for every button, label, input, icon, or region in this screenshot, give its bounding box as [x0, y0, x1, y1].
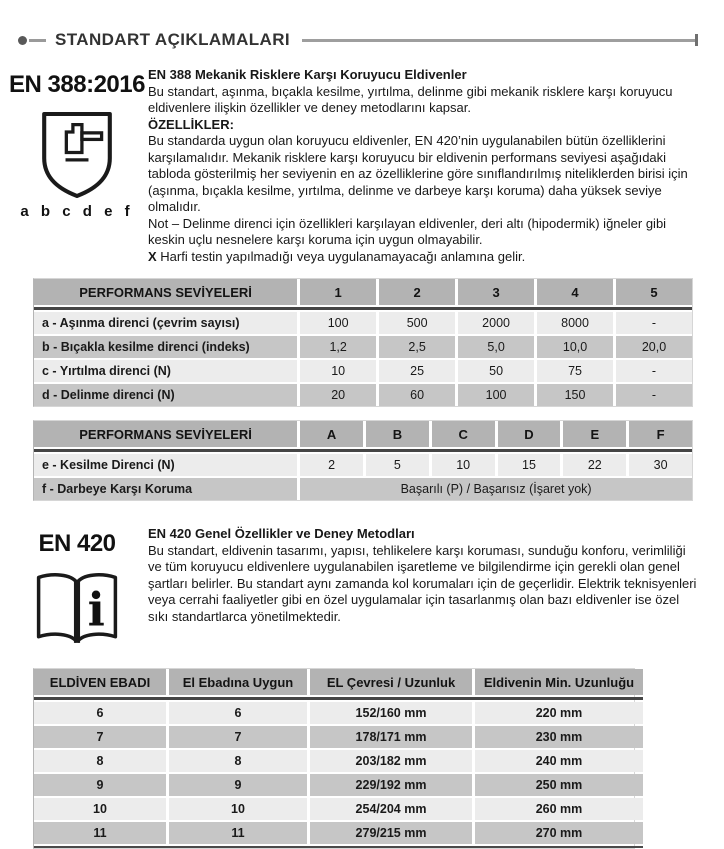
column-header: 5 [616, 279, 692, 305]
column-header: A [300, 421, 363, 447]
table-cell: 270 mm [475, 822, 643, 844]
header-divider [34, 307, 692, 310]
table-cell: 22 [563, 454, 626, 476]
header-rule-end [695, 34, 698, 46]
en420-heading: EN 420 Genel Özellikler ve Deney Metodları [148, 526, 415, 541]
table-cell: 6 [34, 702, 166, 724]
en420-left-column [6, 526, 148, 654]
column-header: ELDİVEN EBADI [34, 669, 166, 695]
column-header: B [366, 421, 429, 447]
row-label: a - Aşınma direnci (çevrim sayısı) [34, 312, 297, 334]
table-cell: - [616, 384, 692, 406]
glove-sizes-table [33, 668, 635, 849]
table-cell: 100 [300, 312, 376, 334]
table-cell: 8 [34, 750, 166, 772]
en420-standard-code: EN 420 [38, 530, 116, 557]
column-header: 3 [458, 279, 534, 305]
column-header: 4 [537, 279, 613, 305]
column-header: 1 [300, 279, 376, 305]
column-header: Eldivenin Min. Uzunluğu [475, 669, 643, 695]
row-label: d - Delinme direnci (N) [34, 384, 297, 406]
en420-text-column [148, 526, 700, 654]
table-cell: 100 [458, 384, 534, 406]
en388-features-text: Bu standarda uygun olan koruyucu eldivenler, EN 420’nin uygulanabilen bütün özelliklerini karşılamalıdır. Mekanik risklere karşı koruyucu bir eldivenin performans seviyesi aşağıdaki tabloda gösterilmiş her seviyenin en az özelliklerine göre sınıflandırılmış niteliklerden birisi için (aşınma, bıçakla kesilme, yırtılma, delinme ve darbeye karşı koruma) daha yüksek seviye olmalıdır. [148, 133, 688, 214]
table-bottom-border [34, 846, 643, 848]
column-header: EL Çevresi / Uzunluk [310, 669, 472, 695]
shield-hammer-icon [36, 109, 118, 201]
table-cell: 279/215 mm [310, 822, 472, 844]
en388-intro: Bu standart, aşınma, bıçakla kesilme, yırtılma, delinme gibi mekanik risklere karşı koruyucu eldivenlere ilişkin özellikler ve deney metodlarını kapsar. [148, 83, 673, 115]
table-cell: 10 [34, 798, 166, 820]
en388-x-text: Harfi testin yapılmadığı veya uygulanamayacağı anlamına gelir. [160, 248, 526, 264]
table-cell: 2 [300, 454, 363, 476]
performance-levels-letter-table [33, 420, 693, 501]
column-header: PERFORMANS SEVİYELERİ [34, 279, 297, 305]
en388-text-column [148, 67, 700, 265]
table-cell: 178/171 mm [310, 726, 472, 748]
table-cell: 9 [34, 774, 166, 796]
table-cell: - [616, 312, 692, 334]
table-cell: 2,5 [379, 336, 455, 358]
row-label: f - Darbeye Karşı Koruma [34, 478, 297, 500]
en388-standard-code: EN 388:2016 [9, 71, 145, 98]
table-cell: 9 [169, 774, 307, 796]
column-header: PERFORMANS SEVİYELERİ [34, 421, 297, 447]
table-cell: 230 mm [475, 726, 643, 748]
table-cell: 220 mm [475, 702, 643, 724]
en388-x-prefix: X [148, 248, 157, 264]
column-header: C [432, 421, 495, 447]
table-cell: 11 [34, 822, 166, 844]
row-label: b - Bıçakla kesilme direnci (indeks) [34, 336, 297, 358]
table-cell: 50 [458, 360, 534, 382]
table-cell: 20 [300, 384, 376, 406]
merged-cell: Başarılı (P) / Başarısız (İşaret yok) [300, 478, 692, 500]
en388-performance-letters: a b c d e f [20, 203, 134, 220]
column-header: El Ebadına Uygun [169, 669, 307, 695]
table-cell: 75 [537, 360, 613, 382]
book-info-icon [29, 568, 125, 654]
table-cell: 10,0 [537, 336, 613, 358]
row-label: e - Kesilme Direnci (N) [34, 454, 297, 476]
column-header: E [563, 421, 626, 447]
en388-heading: EN 388 Mekanik Risklere Karşı Koruyucu Eldivenler [148, 67, 467, 82]
table-cell: 150 [537, 384, 613, 406]
header-divider [34, 449, 692, 452]
en388-x-note [148, 249, 700, 266]
page-header [0, 0, 724, 50]
table-cell: 7 [34, 726, 166, 748]
column-header: D [498, 421, 561, 447]
header-rule [302, 39, 695, 42]
table-cell: 5,0 [458, 336, 534, 358]
table-cell: 6 [169, 702, 307, 724]
table-cell: - [616, 360, 692, 382]
table-cell: 10 [169, 798, 307, 820]
table-cell: 20,0 [616, 336, 692, 358]
en388-note: Not – Delinme direnci için özellikleri karşılayan eldivenler, deri altı (hipodermik) iğneler gibi keskin uçlu nesnelere karşı koruma için uygun olmayabilir. [148, 215, 667, 247]
en388-left-column [6, 67, 148, 265]
section-en420 [0, 526, 724, 654]
performance-levels-numeric-table [33, 278, 693, 407]
en388-features-label: ÖZELLİKLER: [148, 116, 234, 132]
table-cell: 250 mm [475, 774, 643, 796]
table-cell: 254/204 mm [310, 798, 472, 820]
table-cell: 2000 [458, 312, 534, 334]
table-cell: 5 [366, 454, 429, 476]
table-cell: 11 [169, 822, 307, 844]
column-header: F [629, 421, 692, 447]
table-cell: 7 [169, 726, 307, 748]
table-cell: 203/182 mm [310, 750, 472, 772]
table-cell: 8000 [537, 312, 613, 334]
table-cell: 30 [629, 454, 692, 476]
row-label: c - Yırtılma direnci (N) [34, 360, 297, 382]
en420-body: Bu standart, eldivenin tasarımı, yapısı, tehlikelere karşı koruması, sunduğu konforu, verimliliği ve tüm koruyucu eldivenlere uygulanabilen işaretleme ve bilgilendirme için gerekli olan genel şartları belirler. Bu standart aynı zamanda kol korumaları için de geçerlidir. Elektrik teknisyenleri veya cerrahi faaliyetler gibi en özel uygulamalar için tasarlanmış olan bazı eldivenler ise özel sıkı standartlarca yönetilmektedir. [148, 542, 697, 624]
header-divider [34, 697, 643, 700]
table-cell: 229/192 mm [310, 774, 472, 796]
table-cell: 8 [169, 750, 307, 772]
column-header: 2 [379, 279, 455, 305]
table-cell: 240 mm [475, 750, 643, 772]
table-cell: 500 [379, 312, 455, 334]
page-title: STANDART AÇIKLAMALARI [55, 30, 291, 49]
svg-text:i: i [87, 582, 105, 637]
table-cell: 10 [432, 454, 495, 476]
header-dash [29, 39, 46, 42]
table-cell: 15 [498, 454, 561, 476]
table-cell: 10 [300, 360, 376, 382]
table-cell: 152/160 mm [310, 702, 472, 724]
section-en388 [0, 67, 724, 265]
table-cell: 25 [379, 360, 455, 382]
header-bullet-icon [18, 36, 27, 45]
table-cell: 60 [379, 384, 455, 406]
table-cell: 260 mm [475, 798, 643, 820]
table-cell: 1,2 [300, 336, 376, 358]
